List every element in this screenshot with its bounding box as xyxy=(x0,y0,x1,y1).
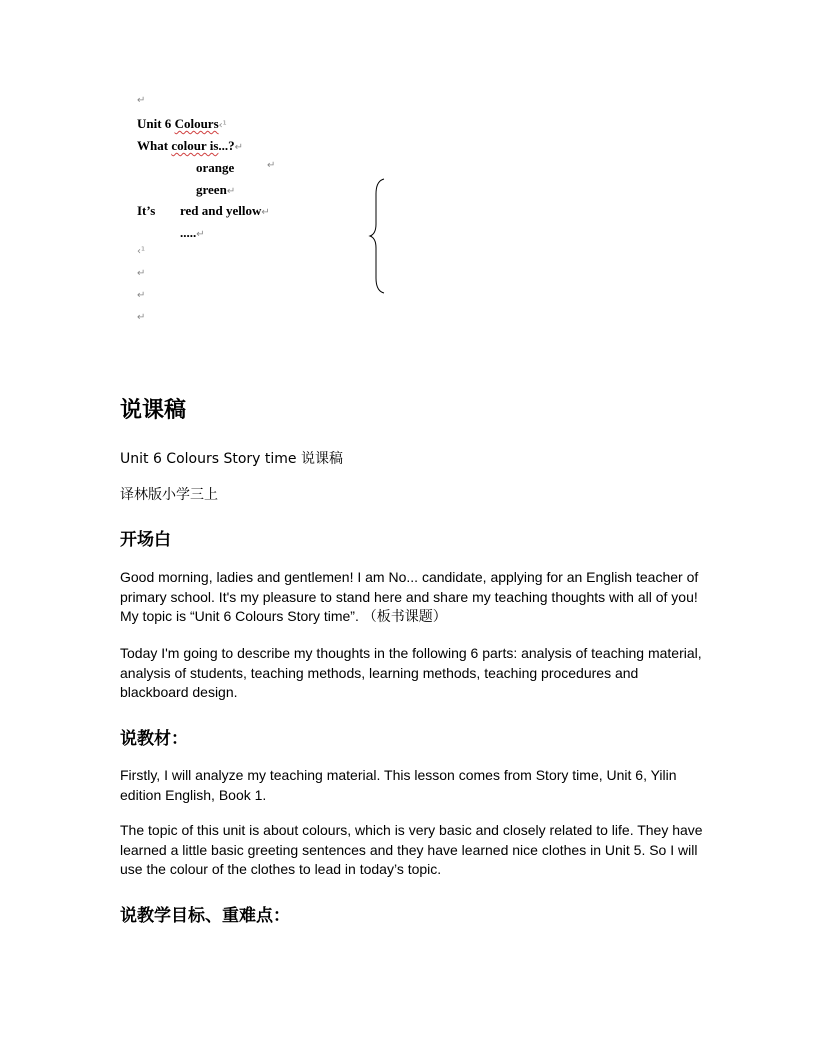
question-text-b: colour is xyxy=(171,138,219,153)
paragraph-material-2: The topic of this unit is about colours, which is very basic and closely related to life. They have learned a little basic greeting sentences and they have learned nice clothes in Unit 5. So I will use the colour of the clothes to lead in today’s topic. xyxy=(120,822,703,877)
subtitle-edition: 译林版小学三上 xyxy=(120,487,218,503)
question-text-c: ...? xyxy=(218,138,235,153)
option-text: orange xyxy=(196,160,235,175)
question-text-a: What xyxy=(137,138,172,153)
curly-brace-icon xyxy=(364,176,388,296)
subtitle-topic: Unit 6 Colours Story time 说课稿 xyxy=(120,451,343,467)
unit-title-line xyxy=(137,116,227,132)
page-title: 说课稿 xyxy=(120,398,187,423)
unit-title-colours: Colours xyxy=(174,116,219,131)
paragraph-mark: ↵ xyxy=(226,186,236,197)
paragraph-opening-1: Good morning, ladies and gentlemen! I am No... candidate, applying for an English teacher of primary school. It's my pleasure to stand here and share my teaching thoughts with all of you! My topic is “Unit 6 Colours Story time”. （板书课题） xyxy=(120,569,699,624)
section-heading-goals: 说教学目标、重难点： xyxy=(120,906,290,926)
paragraph-mark: ↵ xyxy=(137,268,146,279)
paragraph-mark: ↵ xyxy=(137,290,146,301)
paragraph-mark: ↵ xyxy=(196,229,205,240)
paragraph-mark: ↵ xyxy=(234,142,244,153)
unit-title-text: Unit 6 xyxy=(137,116,175,131)
paragraph-material-1: Firstly, I will analyze my teaching material. This lesson comes from Story time, Unit 6, Yilin edition English, Book 1. xyxy=(120,767,677,803)
paragraph-opening-2: Today I'm going to describe my thoughts in the following 6 parts: analysis of teaching material, analysis of students, teaching methods, learning methods, teaching procedures and blackboard design. xyxy=(120,645,702,700)
paragraph-mark: ↵ xyxy=(267,160,276,171)
paragraph-mark: ‹¹ xyxy=(218,120,227,131)
option-text: ..... xyxy=(180,225,197,240)
answer-prefix xyxy=(137,203,155,219)
paragraph-mark: ↵ xyxy=(137,95,146,106)
paragraph-mark: ‹¹ xyxy=(137,246,146,257)
option-red-yellow xyxy=(180,203,270,219)
option-green xyxy=(196,182,235,198)
section-heading-opening: 开场白 xyxy=(120,530,171,550)
paragraph-mark: ↵ xyxy=(261,207,270,218)
option-text: red and yellow xyxy=(180,203,262,218)
question-line xyxy=(137,138,243,154)
option-text: green xyxy=(196,182,227,197)
option-orange xyxy=(196,160,234,176)
section-heading-material: 说教材： xyxy=(120,729,188,749)
paragraph-mark: ↵ xyxy=(137,312,146,323)
answer-prefix-text: It’s xyxy=(137,203,156,218)
option-ellipsis xyxy=(180,225,205,241)
